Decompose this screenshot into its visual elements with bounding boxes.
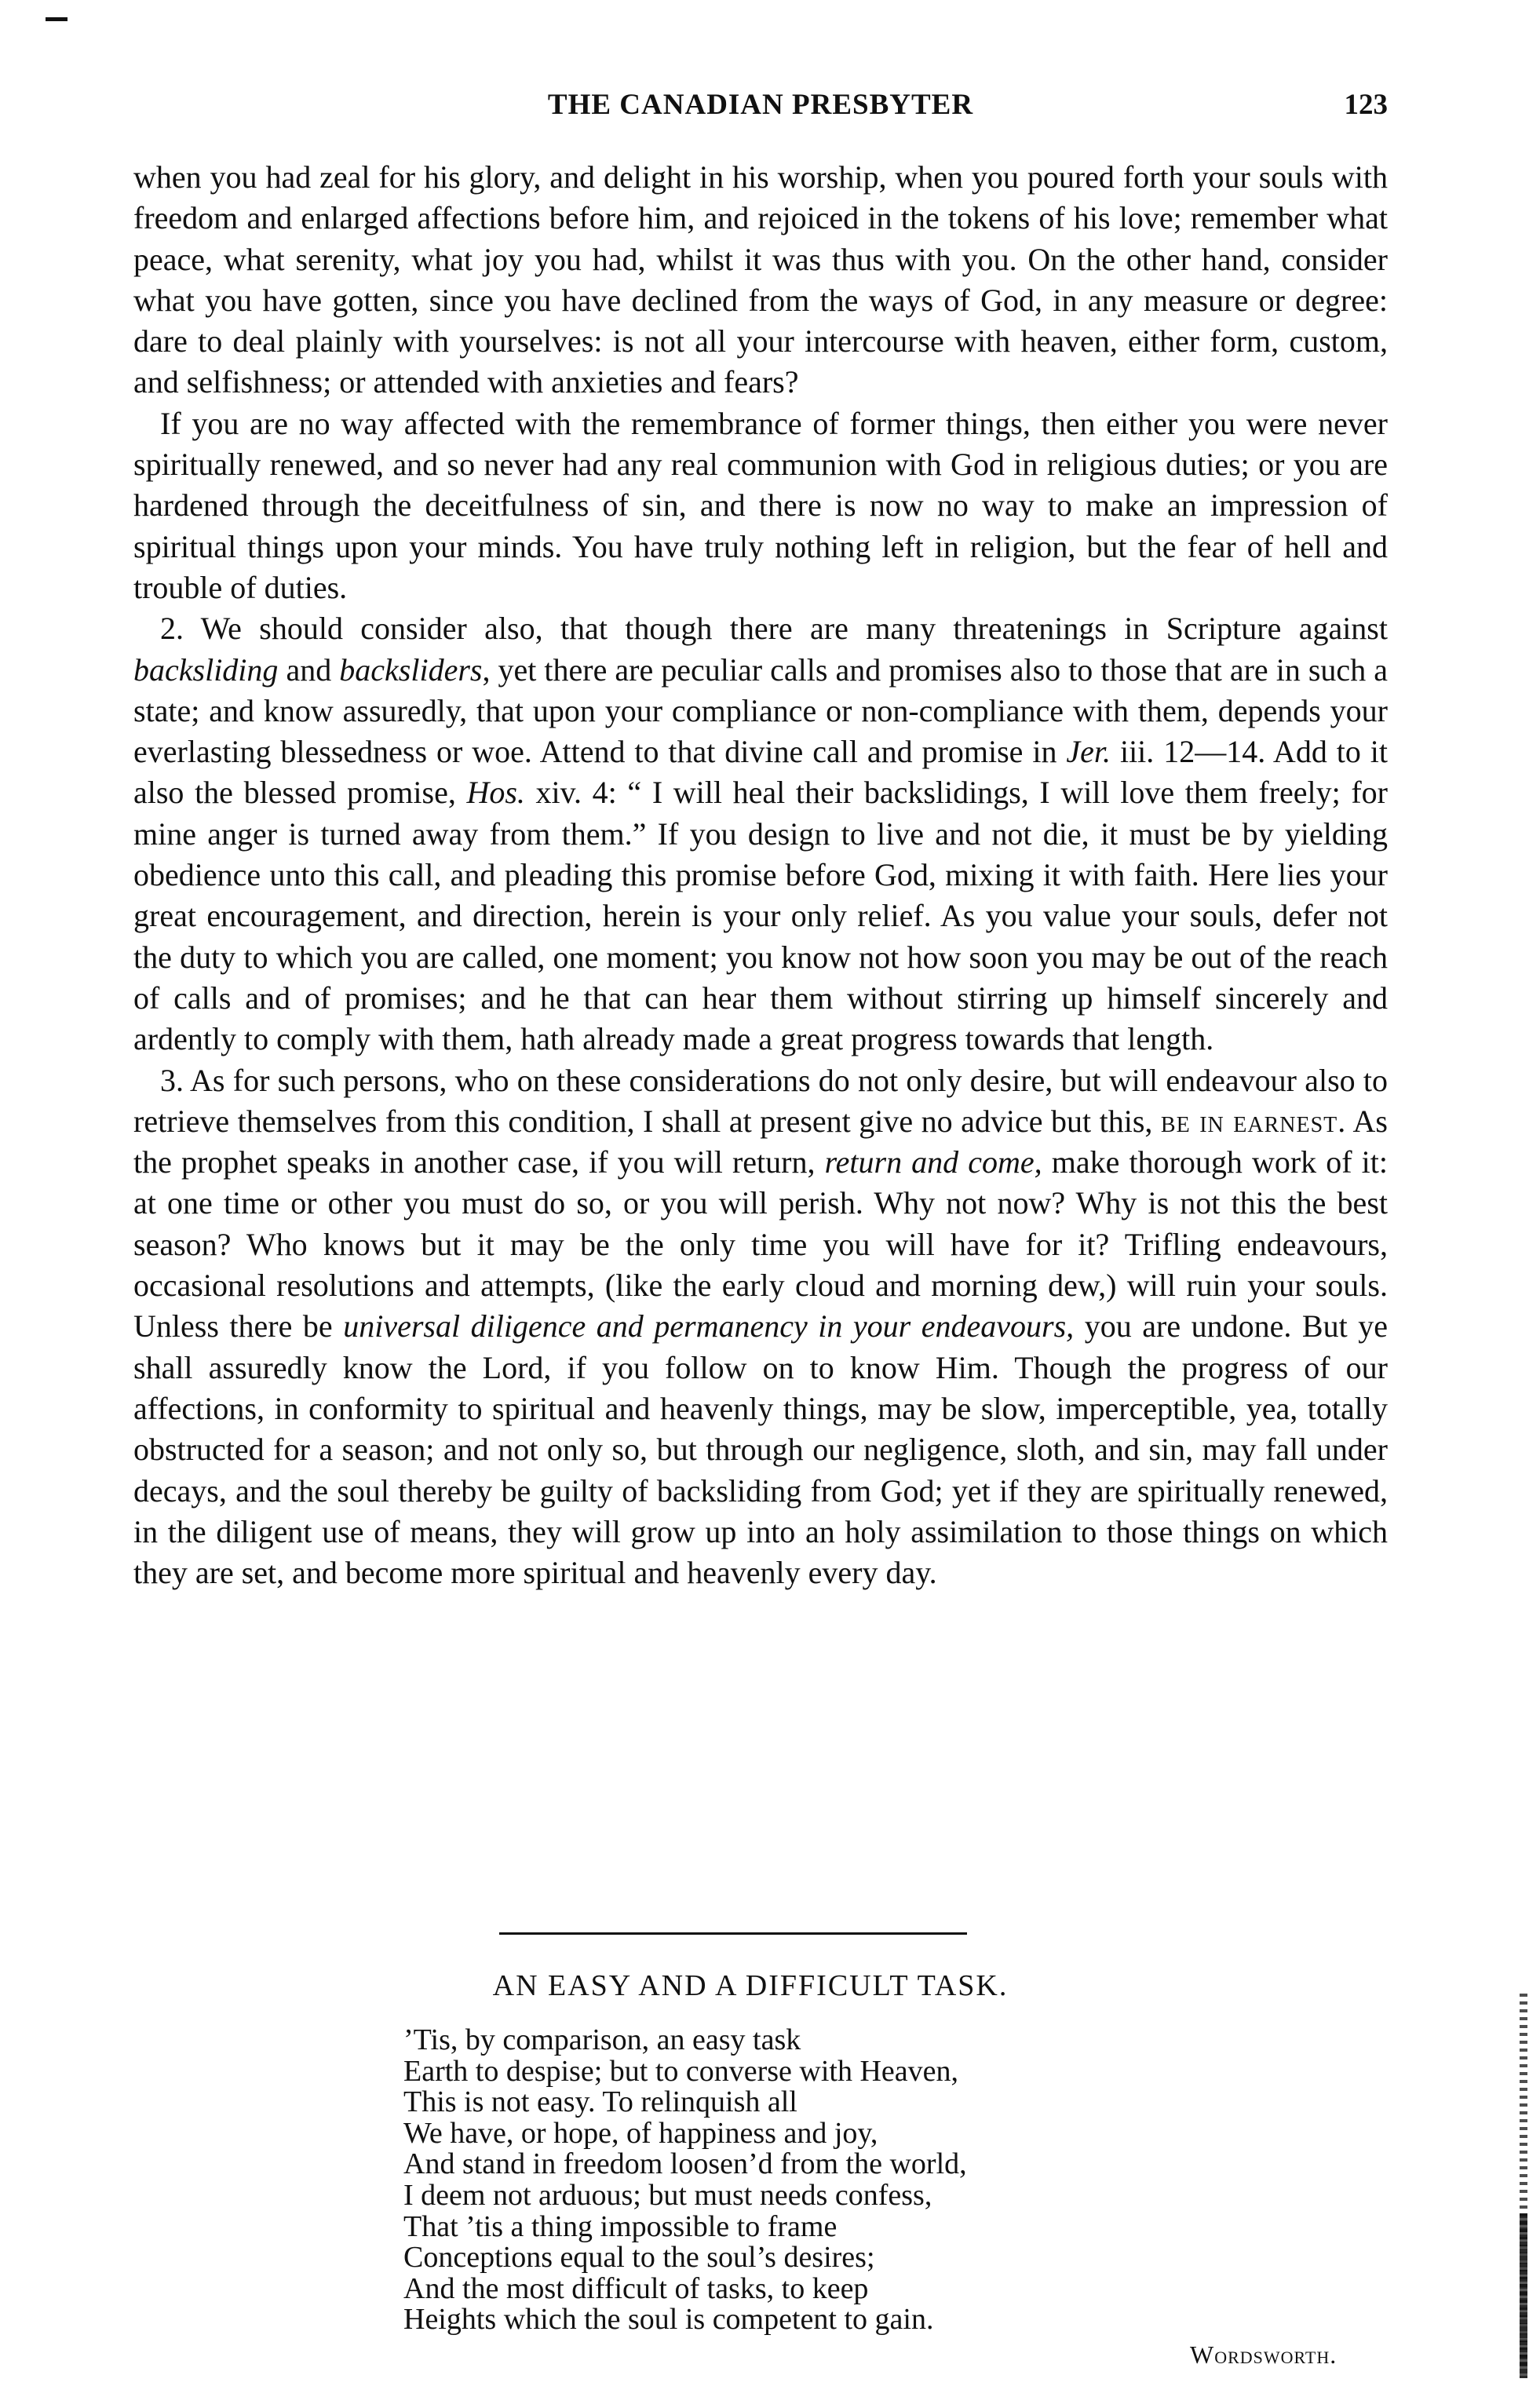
poem-line: Heights which the soul is competent to gain. (403, 2303, 934, 2337)
section-divider (499, 1932, 967, 1935)
poem-line: And stand in freedom loosen’d from the world, (403, 2147, 967, 2181)
poem-line: We have, or hope, of happiness and joy, (403, 2116, 878, 2150)
page-header (133, 88, 1388, 129)
poem-line: ’Tis, by comparison, an easy task (403, 2023, 801, 2056)
paragraph-3 (133, 608, 1388, 1060)
text-run: As the prophet speaks in another case, if you will return, (133, 1103, 1388, 1180)
corner-mark (46, 17, 68, 21)
page-number: 123 (1344, 89, 1388, 121)
poem-line: I deem not arduous; but must needs confess, (403, 2178, 932, 2212)
italic-term: backsliders (339, 651, 483, 688)
poem-line: That ’tis a thing impossible to frame (403, 2209, 838, 2243)
poem-line: Earth to despise; but to converse with Heaven, (403, 2054, 959, 2088)
binding-edge-marks (1520, 2213, 1527, 2378)
poem (403, 2025, 967, 2336)
paragraph-2: If you are no way affected with the remembrance of former things, then either you were never spiritually renewed, and so never had any real communion with God in religious duties; or you are hardened through the deceitfulness of sin, and there is now no way to make an impression of spiritual things upon your minds. You have truly nothing left in religion, but the fear of hell and trouble of duties. (133, 405, 1388, 605)
italic-phrase: return and come, (824, 1144, 1042, 1180)
text-run: iii. 12—14. Add to it also the blessed promise, (133, 734, 1389, 811)
poem-attribution: Wordsworth. (1190, 2340, 1337, 2369)
poem-title (0, 1968, 1540, 2003)
text-run: , yet there are peculiar calls and promises also to those that are in such a state; and know assuredly, that upon your compliance or non-compliance with them, depends your everlasting blessedness or woe. Attend to that divine call and promise in (133, 651, 1388, 770)
poem-line: This is not easy. To relinquish all (403, 2085, 797, 2119)
poem-line: Conceptions equal to the soul’s desires; (403, 2241, 875, 2275)
italic-phrase: universal diligence and permanency in your endeavours, (343, 1308, 1075, 1344)
scripture-reference: Jer. (1066, 734, 1111, 770)
poem-line: And the most difficult of tasks, to keep (403, 2271, 869, 2305)
text-run: 2. We should consider also, that though there are many threatenings in Scripture against (160, 611, 1388, 647)
small-caps-phrase: be in earnest. (1160, 1103, 1347, 1139)
text-run: make thorough work of it: at one time or other you must do so, or you will perish. Why not now? Why is not this the best season? Who knows but it may be the only time you will have for it? Trifling endeavours, occasional resolutions and attempts, (like the early cloud and morning dew,) will ruin your souls. Unless there be (133, 1144, 1388, 1344)
text-run: and (278, 651, 340, 688)
paragraph-4 (133, 1060, 1388, 1594)
scripture-reference: Hos. (466, 775, 525, 811)
article-body (133, 157, 1388, 1593)
paragraph-1: when you had zeal for his glory, and delight in his worship, when you poured forth your souls with freedom and enlarged affections before him, and rejoiced in the tokens of his love; remember what peace, what serenity, what joy you had, whilst it was thus with you. On the other hand, consider what you have gotten, since you have declined from the ways of God, in any measure or degree: dare to deal plainly with yourselves: is not all your intercourse with heaven, either form, custom, and selfishness; or attended with anxieties and fears? (133, 159, 1388, 400)
text-run: 3. As for such persons, who on these considerations do not only desire, but will endeavour also to retrieve themselves from this condition, I shall at present give no advice but this, (133, 1062, 1388, 1139)
running-title: THE CANADIAN PRESBYTER (547, 89, 974, 121)
text-run: you are undone. But ye shall assuredly know the Lord, if you follow on to know Him. Though the progress of our affections, in conformity to spiritual and heavenly things, may be slow, imperceptible, yea, totally obstructed for a season; and not only so, but through our negligence, sloth, and sin, may fall under decays, and the soul thereby be guilty of backsliding from God; yet if they are spiritually renewed, in the diligent use of means, they will grow up into an holy assimilation to those things on which they are set, and become more spiritual and heavenly every day. (133, 1308, 1388, 1591)
text-run: xiv. 4: “ I will heal their backslidings, I will love them freely; for mine anger is turned away from them.” If you design to live and not die, it must be by yielding obedience unto this call, and pleading this promise before God, mixing it with faith. Here lies your great encouragement, and direction, herein is your only relief. As you value your souls, defer not the duty to which you are called, one moment; you know not how soon you may be out of the reach of calls and of promises; and he that can hear them without stirring up himself sincerely and ardently to comply with them, hath already made a great progress towards that length. (133, 775, 1388, 1057)
italic-term: backsliding (133, 651, 279, 688)
poem-title-text: AN EASY AND A DIFFICULT TASK. (492, 1969, 1009, 2002)
